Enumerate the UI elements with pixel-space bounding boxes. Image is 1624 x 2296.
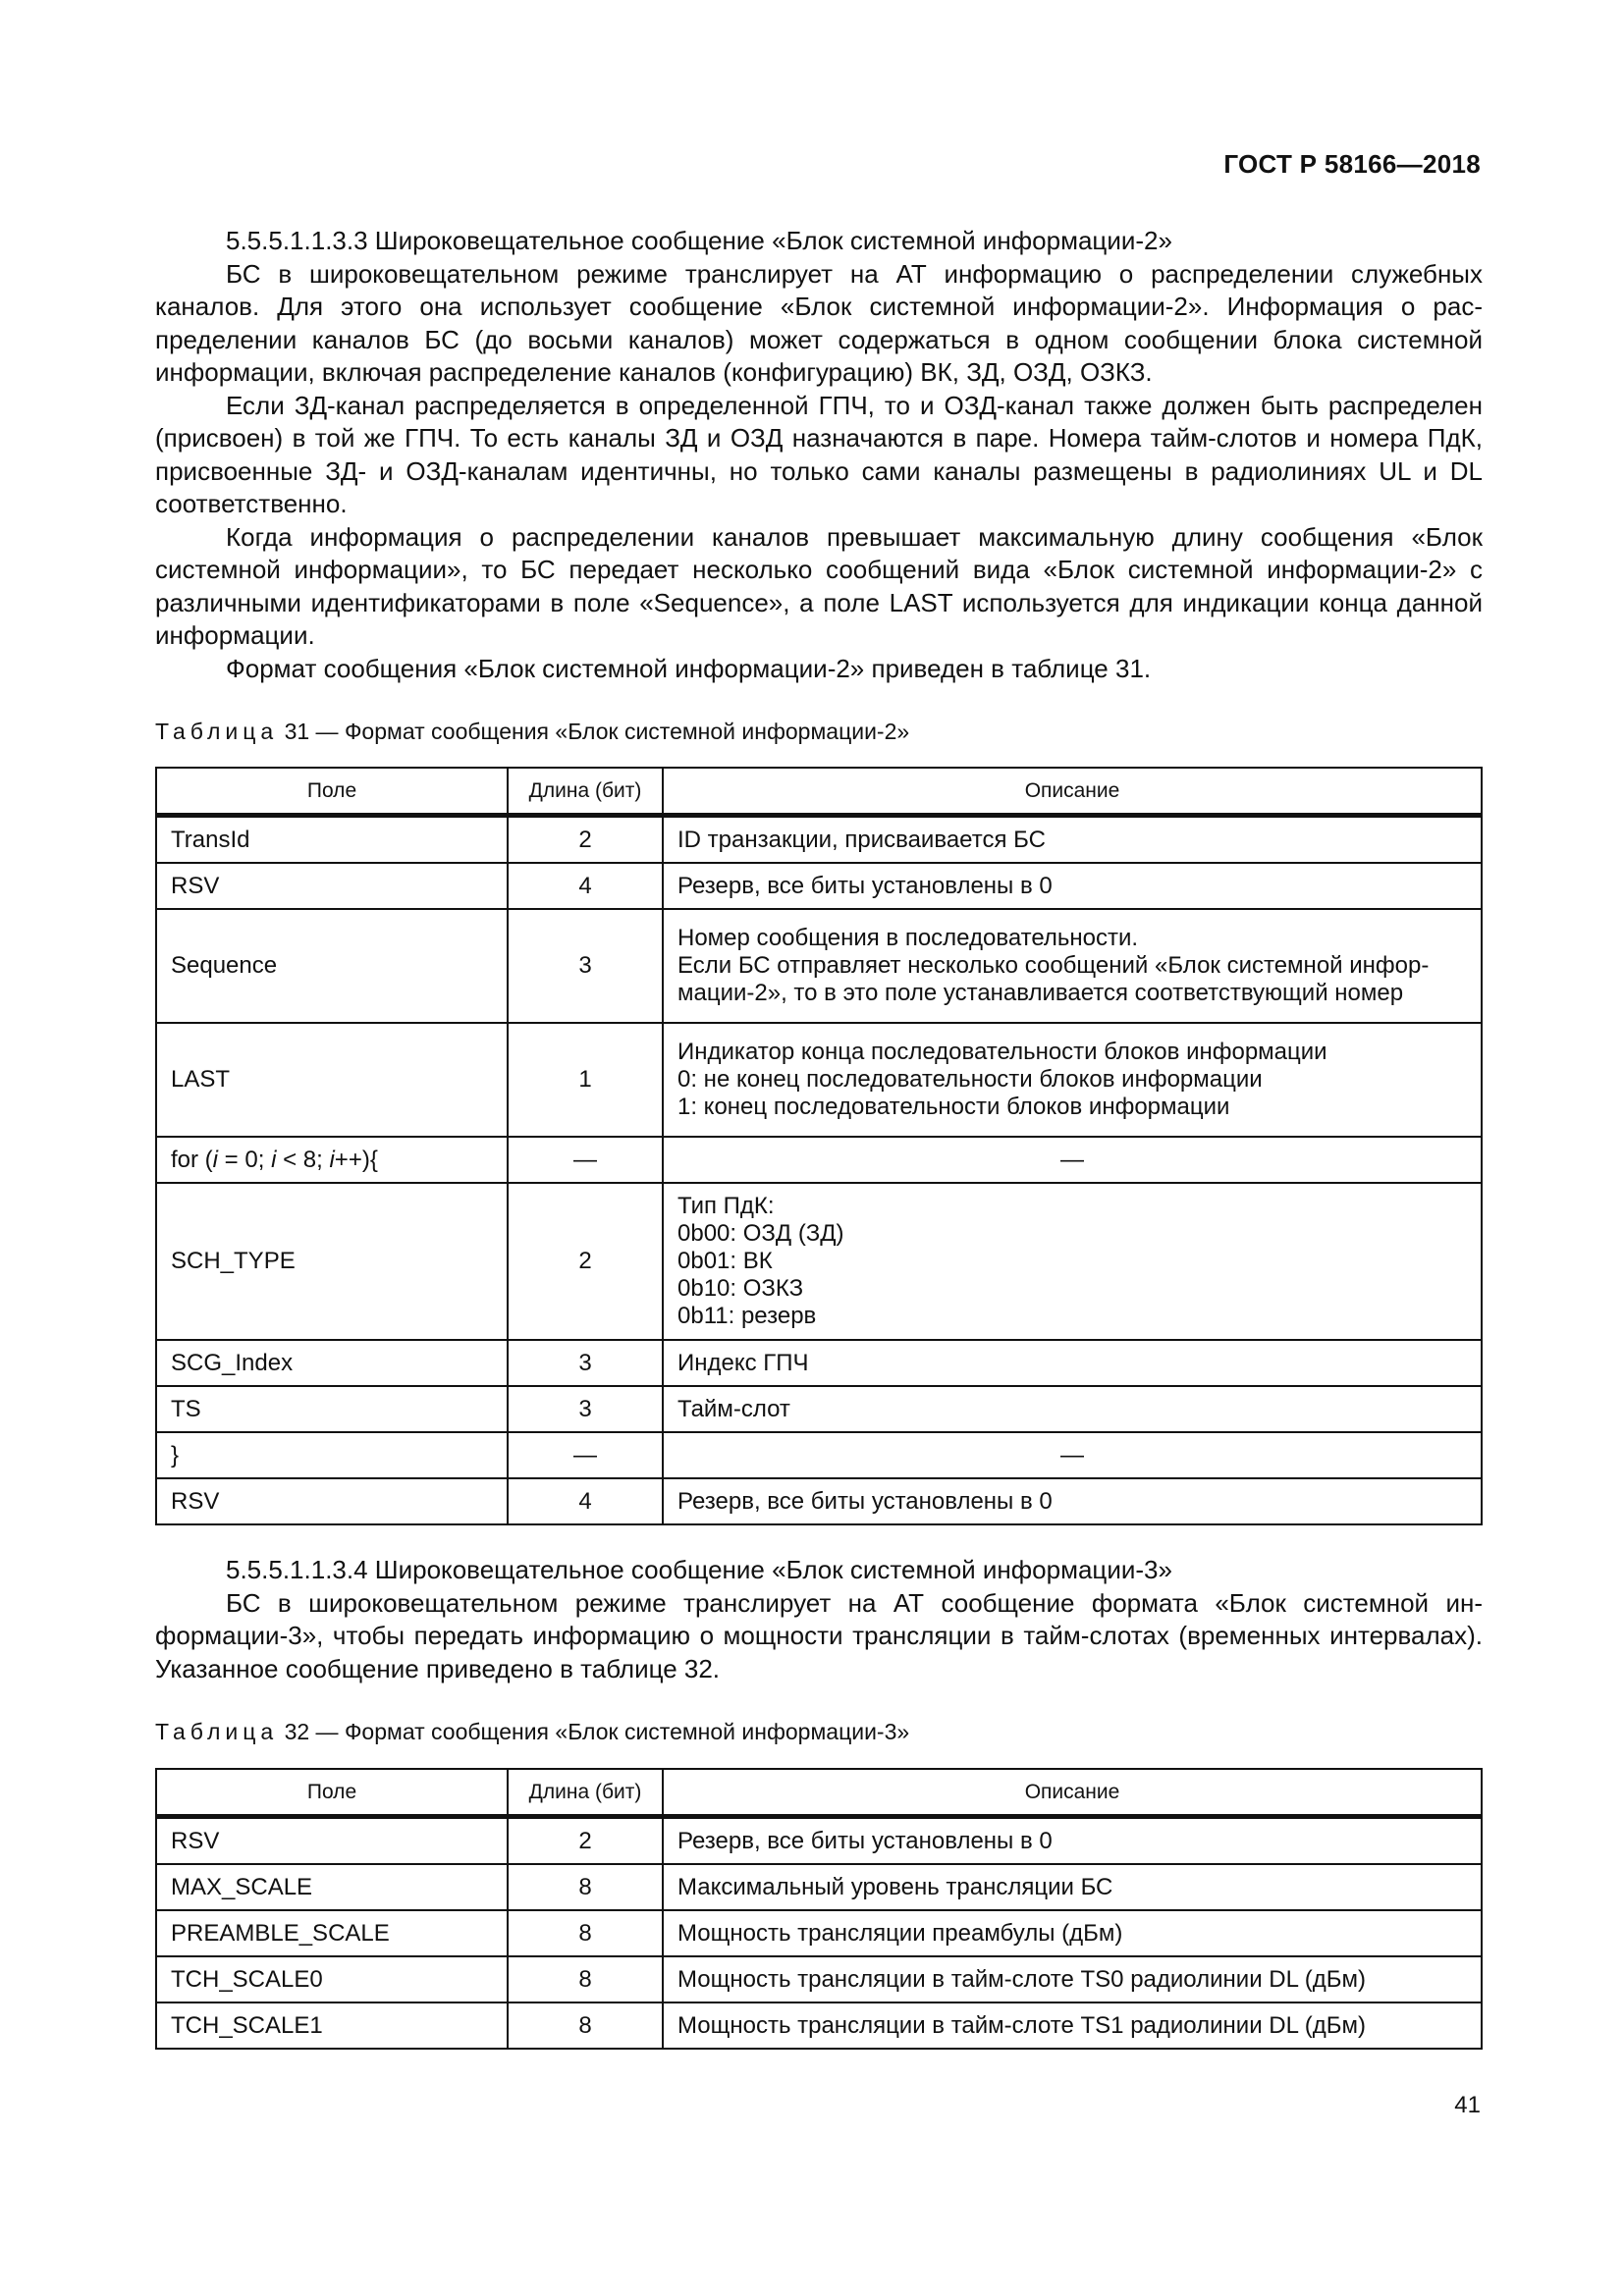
- description-line: мации-2», то в это поле устанавливается соответствующий номер: [677, 980, 1404, 1006]
- table-row: [156, 1956, 1482, 2002]
- cell-field: PREAMBLE_SCALE: [156, 1910, 508, 1956]
- section-5-5-5-1-1-3-3: [155, 225, 1483, 685]
- body-paragraph: Если ЗД-канал распределяется в определенной ГПЧ, то и ОЗД-канал также должен быть распределен (присвоен) в той же ГПЧ. То есть каналы ЗД и ОЗД назначаются в паре. Номера тайм-слотов и номера ПдК, присвоенные ЗД- и ОЗД-каналам идентичны, но только сами каналы размещены в радиолиниях UL и DL соответственно.: [155, 390, 1483, 518]
- description-line: 0: не конец последовательности блоков информации: [677, 1066, 1263, 1093]
- body-paragraph: Формат сообщения «Блок системной информации-2» приведен в таблице 31.: [226, 653, 1152, 683]
- section-heading: 5.5.5.1.1.3.3 Широковещательное сообщение «Блок системной информации-2»: [226, 226, 1172, 255]
- cell-length: —: [508, 1137, 663, 1183]
- cell-length: 2: [508, 816, 663, 864]
- table-31-caption: [155, 719, 909, 745]
- table-caption-label: Таблица: [155, 1719, 279, 1744]
- cell-description: Резерв, все биты установлены в 0: [663, 1817, 1482, 1865]
- loop-variable: i: [329, 1146, 335, 1173]
- cell-description: Индекс ГПЧ: [663, 1340, 1482, 1386]
- table-caption-label: Таблица: [155, 719, 279, 744]
- table-row: [156, 863, 1482, 909]
- column-header-description: Описание: [663, 768, 1482, 816]
- table-row: [156, 909, 1482, 1023]
- cell-length: 2: [508, 1817, 663, 1865]
- table-row: [156, 1864, 1482, 1910]
- table-caption-text: 31 — Формат сообщения «Блок системной информации-2»: [284, 719, 910, 744]
- cell-description: —: [663, 1432, 1482, 1478]
- loop-text: < 8;: [276, 1146, 330, 1173]
- cell-length: 8: [508, 1910, 663, 1956]
- table-caption-text: 32 — Формат сообщения «Блок системной информации-3»: [284, 1719, 910, 1744]
- column-header-length: Длина (бит): [508, 1769, 663, 1817]
- table-row: [156, 1386, 1482, 1432]
- body-paragraph: БС в широковещательном режиме транслирует на АТ сообщение формата «Блок системной информации-3», чтобы передать информацию о мощности трансляции в тайм-слотах (временных интервалах). Указанное сообщение приведено в таблице 32.: [155, 1587, 1483, 1683]
- description-line: Индикатор конца последовательности блоков информации: [677, 1039, 1327, 1065]
- loop-variable: i: [271, 1146, 277, 1173]
- cell-length: 8: [508, 2002, 663, 2049]
- cell-description: Максимальный уровень трансляции БС: [663, 1864, 1482, 1910]
- cell-description: —: [663, 1137, 1482, 1183]
- description-line: 0b11: резерв: [677, 1303, 817, 1329]
- description-line: Если БС отправляет несколько сообщений «Блок системной инфор-: [677, 952, 1430, 979]
- cell-field-loop-end: }: [156, 1432, 508, 1478]
- cell-field: LAST: [156, 1023, 508, 1137]
- cell-field: TS: [156, 1386, 508, 1432]
- loop-text: for (: [171, 1146, 213, 1173]
- table-header-row: [156, 768, 1482, 816]
- table-row: [156, 816, 1482, 864]
- description-line: 0b01: ВК: [677, 1248, 773, 1274]
- table-32: [155, 1768, 1483, 2050]
- cell-description: ID транзакции, присваивается БС: [663, 816, 1482, 864]
- cell-description: Резерв, все биты установлены в 0: [663, 863, 1482, 909]
- table-32-caption: [155, 1719, 909, 1745]
- description-line: 0b10: ОЗКЗ: [677, 1275, 804, 1302]
- table-row: [156, 1817, 1482, 1865]
- cell-description: [663, 1183, 1482, 1340]
- cell-length: 2: [508, 1183, 663, 1340]
- cell-field: Sequence: [156, 909, 508, 1023]
- cell-length: 8: [508, 1956, 663, 2002]
- table-row: [156, 1340, 1482, 1386]
- description-line: 0b00: ОЗД (ЗД): [677, 1220, 844, 1247]
- cell-description: [663, 909, 1482, 1023]
- section-heading: 5.5.5.1.1.3.4 Широковещательное сообщение «Блок системной информации-3»: [226, 1555, 1172, 1584]
- column-header-field: Поле: [156, 768, 508, 816]
- cell-description: Мощность трансляции в тайм-слоте TS0 радиолинии DL (дБм): [663, 1956, 1482, 2002]
- table-row: [156, 1023, 1482, 1137]
- cell-length: 8: [508, 1864, 663, 1910]
- document-id-header: ГОСТ Р 58166—2018: [1223, 149, 1481, 179]
- cell-field: SCG_Index: [156, 1340, 508, 1386]
- cell-field-loop-start: [156, 1137, 508, 1183]
- column-header-length: Длина (бит): [508, 768, 663, 816]
- column-header-field: Поле: [156, 1769, 508, 1817]
- cell-length: 3: [508, 1340, 663, 1386]
- table-row: [156, 1478, 1482, 1524]
- cell-length: 1: [508, 1023, 663, 1137]
- table-row: [156, 1137, 1482, 1183]
- loop-text: ++){: [334, 1146, 378, 1173]
- cell-length: 4: [508, 1478, 663, 1524]
- page-number: 41: [1454, 2092, 1481, 2118]
- body-paragraph: БС в широковещательном режиме транслирует на АТ информацию о распределении служебных каналов. Для этого она использует сообщение «Блок системной информации-2». Информация о распределении каналов БС (до восьми каналов) может содержаться в одном сообщении блока системной информации, включая распределение каналов (конфигурацию) ВК, ЗД, ОЗД, ОЗКЗ.: [155, 258, 1483, 387]
- cell-field: RSV: [156, 1817, 508, 1865]
- cell-length: 3: [508, 909, 663, 1023]
- body-paragraph: Когда информация о распределении каналов превышает максимальную длину сообщения «Блок системной информации», то БС передает несколько сообщений вида «Блок системной информации-2» с различными идентификаторами в поле «Sequence», а поле LAST используется для индикации конца данной информации.: [155, 521, 1483, 650]
- cell-length: 4: [508, 863, 663, 909]
- cell-description: [663, 1023, 1482, 1137]
- cell-description: Мощность трансляции в тайм-слоте TS1 радиолинии DL (дБм): [663, 2002, 1482, 2049]
- loop-variable: i: [212, 1146, 219, 1173]
- cell-length: 3: [508, 1386, 663, 1432]
- section-5-5-5-1-1-3-4: [155, 1554, 1483, 1685]
- cell-field: TCH_SCALE1: [156, 2002, 508, 2049]
- table-row: [156, 2002, 1482, 2049]
- cell-field: TCH_SCALE0: [156, 1956, 508, 2002]
- cell-description: Мощность трансляции преамбулы (дБм): [663, 1910, 1482, 1956]
- table-row: [156, 1183, 1482, 1340]
- cell-field: RSV: [156, 863, 508, 909]
- column-header-description: Описание: [663, 1769, 1482, 1817]
- cell-length: —: [508, 1432, 663, 1478]
- table-31: [155, 767, 1483, 1525]
- description-line: Номер сообщения в последовательности.: [677, 925, 1139, 951]
- table-row: [156, 1432, 1482, 1478]
- table-header-row: [156, 1769, 1482, 1817]
- cell-field: RSV: [156, 1478, 508, 1524]
- cell-description: Тайм-слот: [663, 1386, 1482, 1432]
- description-line: Тип ПдК:: [677, 1193, 775, 1219]
- loop-text: = 0;: [218, 1146, 272, 1173]
- table-row: [156, 1910, 1482, 1956]
- cell-field: TransId: [156, 816, 508, 864]
- cell-field: SCH_TYPE: [156, 1183, 508, 1340]
- cell-field: MAX_SCALE: [156, 1864, 508, 1910]
- description-line: 1: конец последовательности блоков информации: [677, 1094, 1230, 1120]
- cell-description: Резерв, все биты установлены в 0: [663, 1478, 1482, 1524]
